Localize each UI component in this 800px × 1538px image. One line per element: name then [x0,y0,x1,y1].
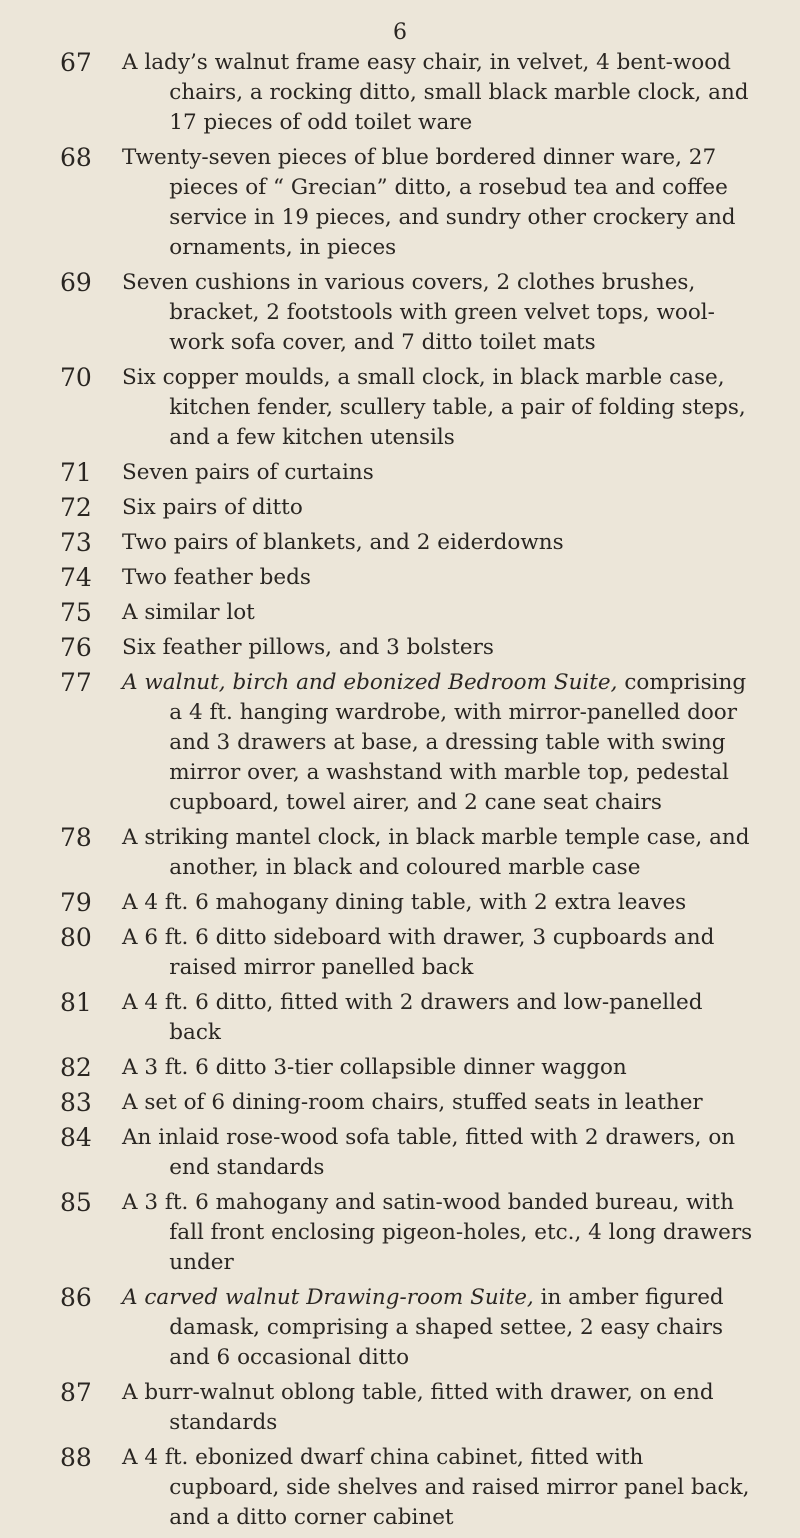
lot-description-rest: comprising a 4 ft. hanging wardrobe, with mirror-panelled door and 3 drawers at base, a dressing table with swing mirror over, a washstand with marble top, pedestal cupboard, towel airer, and 2 cane seat chairs [169,670,747,815]
lot-description: A 4 ft. 6 ditto, fitted with 2 drawers and low-panelled back [122,990,703,1045]
lot-item [60,528,760,558]
lot-item [60,823,760,883]
lot-description: A 4 ft. ebonized dwarf china cabinet, fitted with cupboard, side shelves and raised mirror panel back, and a ditto corner cabinet [122,1445,750,1530]
lot-item [60,563,760,593]
lot-number: 77 [60,668,92,697]
lot-number: 83 [60,1088,92,1117]
lot-item [60,1188,760,1278]
lot-description: Seven cushions in various covers, 2 clothes brushes, bracket, 2 footstools with green velvet tops, wool-work sofa cover, and 7 ditto toilet mats [122,270,715,355]
lot-number: 68 [60,143,92,172]
lot-number: 72 [60,493,92,522]
lot-description: Two pairs of blankets, and 2 eiderdowns [122,530,564,555]
lot-description: Six feather pillows, and 3 bolsters [122,635,494,660]
lot-number: 75 [60,598,92,627]
lot-description-rest: in amber figured damask, comprising a shaped settee, 2 easy chairs and 6 occasional ditto [169,1285,724,1370]
lot-item [60,633,760,663]
lot-number: 76 [60,633,92,662]
lot-description: Six pairs of ditto [122,495,303,520]
lot-list [60,48,760,1538]
lot-description: A 3 ft. 6 ditto 3-tier collapsible dinner waggon [122,1055,627,1080]
lot-number: 69 [60,268,92,297]
lot-item [60,923,760,983]
lot-number: 73 [60,528,92,557]
lot-number: 86 [60,1283,92,1312]
lot-description: A set of 6 dining-room chairs, stuffed seats in leather [122,1090,703,1115]
lot-item [60,988,760,1048]
lot-description: Seven pairs of curtains [122,460,374,485]
lot-description [122,1283,760,1373]
lot-item [60,493,760,523]
lot-item [60,1378,760,1438]
lot-number: 88 [60,1443,92,1472]
lot-item [60,363,760,453]
lot-item [60,1053,760,1083]
lot-description: A lady’s walnut frame easy chair, in velvet, 4 bent-wood chairs, a rocking ditto, small black marble clock, and 17 pieces of odd toilet ware [122,50,749,135]
lot-item [60,1123,760,1183]
lot-description: A 4 ft. 6 mahogany dining table, with 2 extra leaves [122,890,687,915]
lot-item [60,458,760,488]
lot-item [60,598,760,628]
lot-number: 79 [60,888,92,917]
lot-description: Six copper moulds, a small clock, in black marble case, kitchen fender, scullery table, a pair of folding steps, and a few kitchen utensils [122,365,746,450]
lot-number: 85 [60,1188,92,1217]
lot-description: A 3 ft. 6 mahogany and satin-wood banded bureau, with fall front enclosing pigeon-holes, etc., 4 long drawers under [122,1190,753,1275]
lot-number: 84 [60,1123,92,1152]
lot-number: 70 [60,363,92,392]
lot-description: A 6 ft. 6 ditto sideboard with drawer, 3 cupboards and raised mirror panelled back [122,925,715,980]
lot-description [122,668,760,818]
lot-item [60,48,760,138]
lot-number: 80 [60,923,92,952]
lot-item [60,143,760,263]
lot-item [60,1283,760,1373]
lot-number: 67 [60,48,92,77]
lot-number: 71 [60,458,92,487]
lot-description: Twenty-seven pieces of blue bordered dinner ware, 27 pieces of “ Grecian” ditto, a rosebud tea and coffee service in 19 pieces, and sundry other crockery and ornaments, in pieces [122,145,736,260]
lot-description: An inlaid rose-wood sofa table, fitted with 2 drawers, on end standards [122,1125,736,1180]
lot-number: 74 [60,563,92,592]
lot-description: A burr-walnut oblong table, fitted with drawer, on end standards [122,1380,714,1435]
lot-number: 81 [60,988,92,1017]
lot-description: A similar lot [122,600,255,625]
lot-number: 78 [60,823,92,852]
lot-title-italic: A walnut, birch and ebonized Bedroom Suite, [122,670,618,695]
lot-description: A striking mantel clock, in black marble temple case, and another, in black and coloured marble case [122,825,750,880]
page-number: 6 [393,20,407,45]
lot-number: 82 [60,1053,92,1082]
lot-item [60,668,760,818]
lot-item [60,1443,760,1533]
lot-item [60,1088,760,1118]
lot-title-italic: A carved walnut Drawing-room Suite, [122,1285,534,1310]
lot-description: Two feather beds [122,565,311,590]
lot-item [60,888,760,918]
lot-number: 87 [60,1378,92,1407]
lot-item [60,268,760,358]
